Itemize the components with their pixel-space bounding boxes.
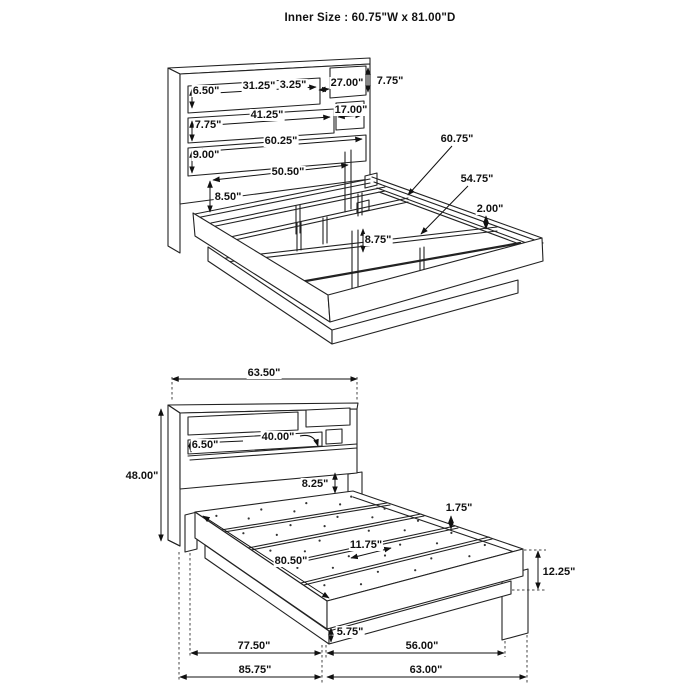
bottom-view-platform (185, 491, 528, 644)
dim-top-7-75-right: 7.75" (376, 75, 404, 87)
dim-bottom-48-00: 48.00" (125, 470, 159, 482)
dim-top-27-00: 27.00" (330, 77, 364, 89)
dim-bottom-1-75: 1.75" (445, 502, 473, 514)
dim-top-60-25: 60.25" (264, 135, 298, 147)
dim-bottom-11-75: 11.75" (349, 539, 383, 551)
dim-top-60-75: 60.75" (440, 133, 474, 145)
dim-bottom-63-50: 63.50" (247, 367, 281, 379)
dim-bottom-8-25: 8.25" (301, 478, 329, 490)
dim-top-50-50: 50.50" (271, 166, 305, 178)
dim-bottom-85-75: 85.75" (238, 664, 272, 676)
dim-top-6-50: 6.50" (192, 85, 220, 97)
dim-top-2-00: 2.00" (476, 203, 504, 215)
dim-bottom-77-50: 77.50" (237, 640, 271, 652)
dim-top-9-00: 9.00" (192, 149, 220, 161)
dim-top-17-00: 17.00" (334, 104, 368, 116)
dim-top-31-25: 31.25" (242, 80, 276, 92)
dim-bottom-12-25: 12.25" (542, 566, 576, 578)
dim-bottom-56-00: 56.00" (405, 640, 439, 652)
dim-bottom-63-00: 63.00" (409, 664, 443, 676)
dim-top-7-75-left: 7.75" (194, 119, 222, 131)
dim-top-8-75: 8.75" (364, 234, 392, 246)
dim-top-41-25: 41.25" (250, 109, 284, 121)
dim-top-8-50: 8.50" (214, 191, 242, 203)
dim-bottom-80-50: 80.50" (274, 555, 308, 567)
dim-bottom-5-75: 5.75" (336, 626, 364, 638)
dim-top-54-75: 54.75" (460, 173, 494, 185)
dim-bottom-40-00: 40.00" (261, 431, 295, 443)
dim-bottom-6-50: 6.50" (191, 439, 219, 451)
page-title: Inner Size : 60.75"W x 81.00"D (284, 12, 456, 24)
dim-top-3-25: 3.25" (279, 79, 307, 91)
